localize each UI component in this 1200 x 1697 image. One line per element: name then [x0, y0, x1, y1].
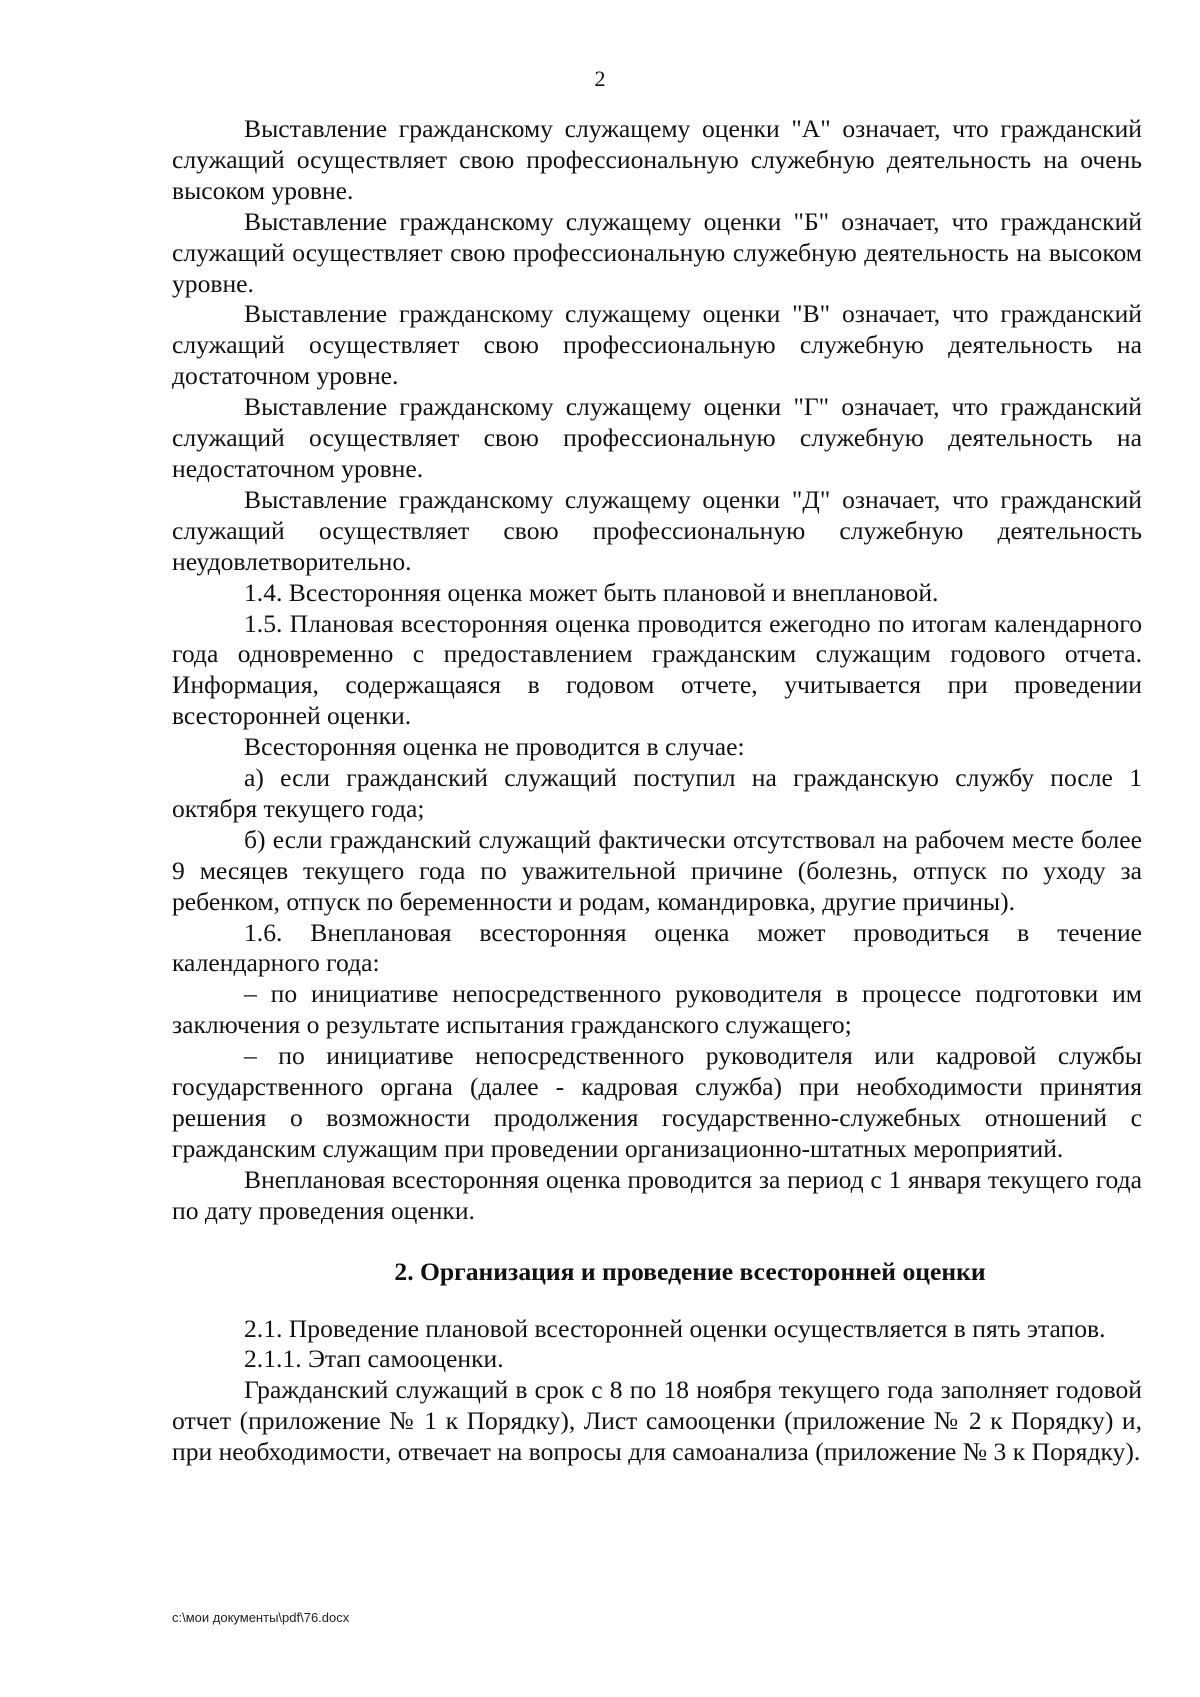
paragraph-dash-2: – по инициативе непосредственного руководителя или кадровой службы государственного органа (далее - кадровая служба) при необходимости принятия решения о возможности продолжения государственно-служебных отношений с гражданским служащим при проведении организационно-штатных мероприятий.: [172, 1041, 1142, 1163]
footer-file-path: c:\мои документы\pdf\76.docx: [172, 1610, 350, 1625]
paragraph-2-1: 2.1. Проведение плановой всесторонней оценки осуществляется в пять этапов.: [244, 1313, 1106, 1343]
paragraph-dash-1: – по инициативе непосредственного руководителя в процессе подготовки им заключения о результате испытания гражданского служащего;: [172, 979, 1142, 1040]
paragraph-grade-d: Выставление гражданскому служащему оценки "Д" означает, что гражданский служащий осуществляет свою профессиональную служебную деятельность неудовлетворительно.: [172, 484, 1142, 576]
paragraph-exception-a: а) если гражданский служащий поступил на гражданскую службу после 1 октября текущего года;: [172, 763, 1142, 823]
paragraph-grade-a: Выставление гражданскому служащему оценки "А" означает, что гражданский служащий осуществляет свою профессиональную служебную деятельность на очень высоком уровне.: [172, 114, 1142, 205]
paragraph-1-5: 1.5. Плановая всесторонняя оценка проводится ежегодно по итогам календарного года одновременно с предоставлением гражданским служащим годового отчета. Информация, содержащаяся в годовом отчете, учитывается при проведении всесторонней оценки.: [172, 608, 1142, 731]
paragraph-grade-v: Выставление гражданскому служащему оценки "В" означает, что гражданский служащий осуществляет свою профессиональную служебную деятельность на достаточном уровне.: [172, 299, 1142, 391]
document-body: [172, 114, 1142, 1468]
paragraph-2-1-1: 2.1.1. Этап самооценки.: [244, 1344, 504, 1374]
page-number: 2: [594, 66, 606, 91]
paragraph-grade-b: Выставление гражданскому служащему оценки "Б" означает, что гражданский служащий осуществляет свою профессиональную служебную деятельность на высоком уровне.: [172, 206, 1142, 298]
paragraph-self-assessment: Гражданский служащий в срок с 8 по 18 ноября текущего года заполняет годовой отчет (приложение № 1 к Порядку), Лист самооценки (приложение № 2 к Порядку) и, при необходимости, отвечает на вопросы для самоанализа (приложение № 3 к Порядку).: [172, 1375, 1142, 1467]
paragraph-1-4: 1.4. Всесторонняя оценка может быть плановой и внеплановой.: [244, 577, 939, 607]
section-heading: 2. Организация и проведение всесторонней оценки: [394, 1256, 986, 1286]
paragraph-exception-b: б) если гражданский служащий фактически отсутствовал на рабочем месте более 9 месяцев текущего года по уважительной причине (болезнь, отпуск по уходу за ребенком, отпуск по беременности и родам, командировка, другие причины).: [172, 824, 1142, 916]
paragraph-unplanned-period: Внеплановая всесторонняя оценка проводится за период с 1 января текущего года по дату проведения оценки.: [172, 1164, 1142, 1225]
paragraph-grade-g: Выставление гражданскому служащему оценки "Г" означает, что гражданский служащий осуществляет свою профессиональную служебную деятельность на недостаточном уровне.: [172, 392, 1142, 483]
paragraph-exceptions-intro: Всесторонняя оценка не проводится в случае:: [244, 732, 745, 762]
paragraph-1-6: 1.6. Внеплановая всесторонняя оценка может проводиться в течение календарного года:: [172, 917, 1142, 978]
